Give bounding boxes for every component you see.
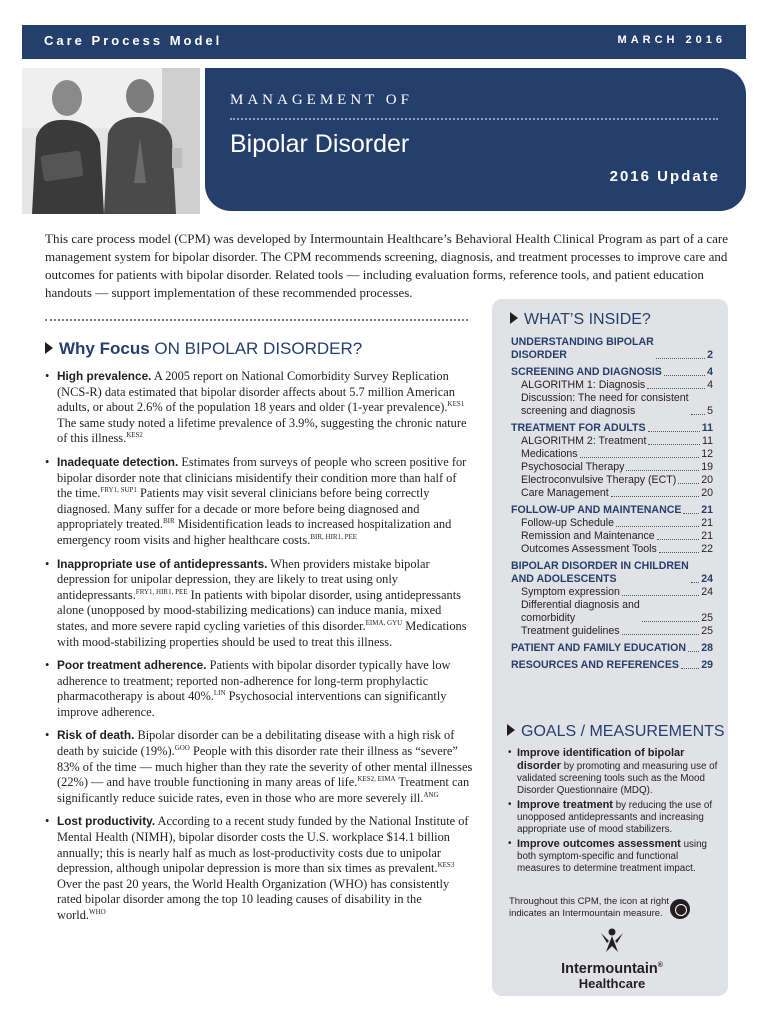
figure-logo-icon [597,927,627,953]
toc-label-line: RESOURCES AND REFERENCES [511,659,679,671]
issue-date: MARCH 2016 [617,34,726,46]
toc-label-line: Electroconvulsive Therapy (ECT) [521,474,677,486]
bullet-lead: Lost productivity. [57,814,156,829]
toc-leader [683,504,699,514]
toc-label-line: Care Management [521,487,609,499]
goal-lead: Improve treatment [517,799,613,811]
toc-label [521,392,689,418]
bullet-text: People with this disorder rate their illness as “severe” 83% of the time — much higher than they rate the severity of other mental illnesses (22%) — and have trouble functioning in many areas of life. [57,744,473,790]
toc-label [521,461,624,474]
toc-label-line: Symptom expression [521,586,620,598]
toc-leader [642,621,699,622]
toc-page-number: 11 [701,422,713,434]
toc-leader [691,582,699,583]
focus-bullet [45,455,473,549]
citation: EIMA, GYU [365,618,403,627]
citation: FRY1, SUP1 [100,486,137,495]
toc-label [511,422,646,435]
toc-page-number: 21 [701,517,713,529]
goal-item [508,747,718,797]
toc-page-number: 24 [701,573,713,585]
triangle-bullet-icon [507,724,515,736]
toc-section [511,504,713,517]
toc-page-number: 20 [701,487,713,499]
goal-item [508,799,718,836]
toc-item [511,461,713,474]
citation: FRY1, HIR1, PEE [135,587,188,596]
toc-label [511,366,662,379]
citation: KES1 [447,400,465,409]
bullet-text: In patients with bipolar disorder, using antidepressants alone (unopposed by mood-stabilizing medications) can induce mania, mixed states, and more severe rapid cycling varieties of this disorder. [57,587,461,633]
toc-item [511,392,713,418]
why-focus-heading [45,339,362,359]
toc-label-line: Follow-up Schedule [521,517,615,529]
toc-label-line: UNDERSTANDING BIPOLAR [511,336,654,348]
toc-item [511,448,713,461]
toc-page-number: 4 [707,379,713,391]
goal-lead: Improve identification of bipolar disorder [517,747,685,772]
focus-bullet [45,728,473,806]
goals-heading [507,723,725,741]
intro-paragraph: This care process model (CPM) was developed by Intermountain Healthcare’s Behavioral Health Clinical Program as part of a care management system for bipolar disorder. The CPM recommends screening, diagnosis, and treatment processes to improve care and outcomes for patients with bipolar disorder. Related tools — including evaluation forms, reference tools, and patient education handouts — support implementation of these recommended processes. [45,231,728,300]
series-name: Care Process Model [44,33,223,48]
toc-leader [626,461,699,471]
toc-label [511,659,679,672]
bullet-lead: Poor treatment adherence. [57,658,207,673]
goal-text: using both symptom-specific and functional measures to determine treatment impact. [517,839,708,874]
title-kicker: MANAGEMENT OF [230,92,413,108]
toc-leader [611,487,699,497]
logo-trademark: ® [657,962,663,969]
citation: KES3 [437,861,455,870]
whats-inside-heading [510,311,651,329]
toc-item [511,599,713,625]
bullet-text: Patients with bipolar disorder typically have low adherence to treatment; reported non-adherence for long-term prophylactic pharmacotherapy is about 40%. [57,658,451,704]
toc-label [511,560,689,586]
focus-bullet [45,658,473,720]
bullet-text: The same study noted a lifetime prevalence of 3.9%, suggesting the chronic nature of this illness. [57,415,467,446]
bullet-text: Misidentification leads to increased hospitalization and emergency room visits and higher healthcare costs. [57,517,452,547]
toc-label-line: Treatment guidelines [521,625,620,637]
toc-leader [688,642,699,652]
intermountain-logo [542,927,682,991]
goal-lead: Improve outcomes assessment [517,838,681,850]
bullet-text: Bipolar disorder can be a debilitating disease with a high risk of death by suicide (19%). [57,728,455,759]
bullet-text: Psychosocial interventions can significantly improve adherence. [57,689,447,719]
title-banner [205,68,746,211]
focus-bullet [45,557,473,651]
bullet-text: Over the past 20 years, the World Health Organization (WHO) has consistently rated bipolar disorder among the top 10 leading causes of disability in the world. [57,876,450,922]
toc-item [511,435,713,448]
toc-section [511,336,713,362]
triangle-bullet-icon [45,342,53,354]
bullet-text: Estimates from surveys of people who screen positive for bipolar disorder note that clinicians misidentify their condition more than half of the time. [57,454,467,501]
toc-label [521,474,676,487]
toc-page-number: 28 [701,642,713,654]
toc-label [521,487,609,500]
toc-page-number: 25 [701,625,713,637]
banner-divider [230,118,718,120]
toc-label [521,517,614,530]
focus-bullet [45,814,473,923]
toc-leader [616,517,699,527]
toc-label [511,336,654,362]
toc-leader [659,543,699,553]
toc-page-number: 19 [701,461,713,473]
citation: KES2 [126,431,143,440]
citation: ANG [423,790,439,799]
bullet-lead: High prevalence. [57,369,152,383]
citation: KES2, EIMA [357,775,396,784]
toc-label-line: comorbidity [521,612,576,624]
toc-page-number: 20 [701,474,713,486]
toc-leader [681,659,699,669]
intermountain-measure-icon [670,899,690,919]
toc-leader [691,414,705,415]
toc-label [521,448,578,461]
logo-name: Intermountain [561,960,658,977]
toc-leader [657,530,700,540]
toc-leader [622,625,700,635]
page-title: Bipolar Disorder [230,130,410,158]
bullet-text: When providers mistake bipolar depression for unipolar depression, they are likely to treat using only antidepressants. [57,556,430,602]
toc-label-line: PATIENT AND FAMILY EDUCATION [511,642,686,654]
toc-label-line: Remission and Maintenance [521,530,655,542]
toc-page-number: 5 [707,405,713,417]
toc-page-number: 11 [702,435,713,447]
toc-label [521,625,620,638]
toc-item [511,379,713,392]
goal-text: by reducing the use of unopposed antidepressants and increasing appropriate use of mood stabilizers. [517,800,713,835]
goal-item [508,838,718,875]
bullet-lead: Inappropriate use of antidepressants. [57,556,268,571]
toc-label-line: DISORDER [511,349,567,361]
toc-label-line: SCREENING AND DIAGNOSIS [511,366,662,378]
toc-label [521,586,620,599]
bullet-text: According to a recent study funded by the National Institute of Mental Health (NIMH), bipolar disorder costs the U.S. workplace $14.1 billion annually; this is nearly half as much as lost-productivity costs due to unipolar depression, although unipolar depression is more than six times as prevalent. [57,814,469,876]
header-bar [22,25,746,59]
bullet-text: A 2005 report on National Comorbidity Survey Replication (NCS-R) data estimated that bipolar disorder affects about 5.7 million American adults, or about 2.6% of the population 18 years and older (1-year prevalence). [57,369,455,415]
sidebar-panel [492,299,728,996]
focus-bullet [45,369,473,447]
logo-healthcare: Healthcare [578,975,646,991]
goals-list [508,747,718,877]
cover-photo [22,68,200,214]
toc-section [511,422,713,435]
toc-label [521,435,646,448]
why-focus-rest: ON BIPOLAR DISORDER? [149,339,363,358]
toc-page-number: 4 [707,366,713,378]
toc-leader [648,422,700,432]
toc-item [511,625,713,638]
toc-section [511,366,713,379]
toc-label [511,504,681,517]
toc-item [511,474,713,487]
toc-leader [648,435,700,445]
bullet-text: Patients may visit several clinicians before being correctly diagnosed. Many suffer for a decade or more before being diagnosed and appropriately treated. [57,486,430,532]
toc-label-line: ALGORITHM 2: Treatment [521,435,647,447]
update-label: 2016 Update [609,168,720,185]
whats-inside-label: WHAT’S INSIDE? [524,311,651,328]
toc-label-line: ALGORITHM 1: Diagnosis [521,379,646,391]
toc-section [511,659,713,672]
people-photo-icon [22,68,200,214]
toc-page-number: 25 [701,612,713,624]
toc-label-line: TREATMENT FOR ADULTS [511,422,646,434]
toc-section [511,642,713,655]
toc-leader [580,448,700,458]
toc-leader [647,379,705,389]
toc-label-line: BIPOLAR DISORDER IN CHILDREN [511,560,689,572]
toc-leader [664,366,705,376]
bullet-text: Treatment can significantly reduce suicide rates, even in those who are more severely ill. [57,775,470,805]
bullet-lead: Inadequate detection. [57,454,179,469]
goal-text: by promoting and measuring use of validated screening tools such as the Mood Disorder Questionnaire (MDQ). [517,761,718,796]
table-of-contents [511,336,713,672]
toc-label [511,642,686,655]
toc-label-line: FOLLOW-UP AND MAINTENANCE [511,504,682,516]
toc-label-line: Discussion: The need for consistent [521,392,689,404]
citation: BIR [162,517,175,526]
toc-page-number: 29 [701,659,713,671]
toc-label-line: screening and diagnosis [521,405,636,417]
toc-label-line: Medications [521,448,578,460]
citation: WHO [89,907,106,916]
bullet-lead: Risk of death. [57,728,135,743]
toc-item [511,530,713,543]
toc-leader [622,586,699,596]
toc-label-line: AND ADOLESCENTS [511,573,617,585]
toc-label [521,543,657,556]
goals-label: GOALS / MEASUREMENTS [521,723,725,740]
toc-page-number: 24 [701,586,713,598]
toc-leader [678,474,699,484]
why-focus-bold: Why Focus [59,339,150,358]
toc-item [511,586,713,599]
toc-item [511,517,713,530]
citation: BIR, HIR1, PEE [310,532,358,541]
toc-label-line: Psychosocial Therapy [521,461,625,473]
toc-item [511,487,713,500]
toc-label [521,599,640,625]
toc-page-number: 2 [707,349,713,361]
toc-label-line: Outcomes Assessment Tools [521,543,657,555]
measure-note: Throughout this CPM, the icon at right indicates an Intermountain measure. [509,896,669,919]
toc-label [521,379,645,392]
toc-page-number: 21 [701,530,713,542]
bullet-text: Medications with mood-stabilizing properties should be used to treat this illness. [57,618,467,649]
toc-label [521,530,655,543]
toc-page-number: 21 [701,504,713,516]
toc-item [511,543,713,556]
toc-label-line: Differential diagnosis and [521,599,640,611]
toc-page-number: 22 [701,543,713,555]
citation: LIN [213,689,226,698]
focus-bullet-list [45,369,473,932]
toc-section [511,560,713,586]
toc-page-number: 12 [701,448,713,460]
citation: GOO [174,743,190,752]
triangle-bullet-icon [510,312,518,324]
section-divider [45,319,468,321]
toc-leader [656,358,705,359]
